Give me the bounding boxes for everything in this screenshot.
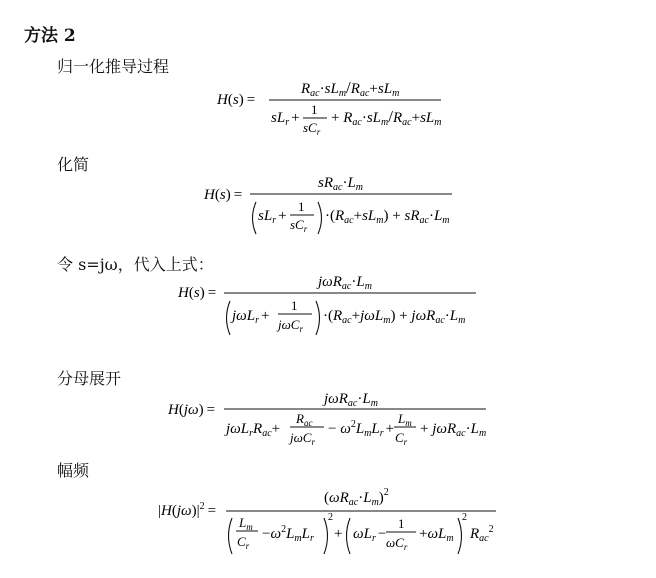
svg-text:sRac·Lm: $sR_{ac}\cdot L_m$	[318, 175, 364, 193]
svg-text:ωCr: $\omega C_r$	[386, 535, 408, 552]
svg-text:Lm: $L_m$	[398, 411, 412, 428]
svg-text:+ωLm: $+\omega L_m$	[419, 526, 454, 544]
svg-text:jωRac·Lm: $j\omega R_{ac}\cdot L_m$	[324, 391, 378, 409]
svg-text:− ω2LmLr+: − $\omega^2L_mL_r$ +	[328, 419, 395, 439]
svg-text:jωCr: jωC$_r$	[278, 317, 303, 334]
equation-expanded-denominator	[164, 386, 494, 452]
svg-text:ωLr−: $\omega L_r$ −	[353, 526, 387, 544]
svg-text:H(s)=: H(s) =	[217, 92, 256, 108]
svg-text:H(jω)=: H(jω) =	[168, 402, 216, 418]
step-label-expand-denominator: 分母展开	[57, 369, 122, 388]
svg-text:+: +	[334, 526, 343, 542]
svg-text:sCr: $sC_r$	[290, 217, 308, 234]
equation-substituted	[168, 270, 480, 340]
svg-text:jωLrRac+: $j\omega L_rR_{ac}+$	[226, 421, 281, 439]
svg-text:Lm: $L_m$	[239, 515, 253, 532]
svg-text:·(Rac+sLm) + sRac·Lm: $\cdot(R_{ac}+sL_m) + sR_{ac}\cdot L_m$	[325, 208, 450, 226]
svg-text:sLr+: $sL_r$ +	[271, 110, 300, 128]
svg-text:jωCr: jωC$_r$	[290, 430, 315, 447]
svg-text:1: 1	[291, 298, 298, 313]
svg-text:jωRac·Lm: $j\omega R_{ac}\cdot L_m$	[318, 274, 372, 292]
svg-text:sLr+: $sL_r$ +	[258, 208, 287, 226]
svg-text:2: 2	[328, 512, 333, 523]
svg-text:sCr: $sC_r$	[303, 120, 321, 137]
svg-text:2: 2	[462, 512, 467, 523]
svg-text:H(s)=: H(s) =	[204, 187, 243, 203]
svg-text:jωLr+: jωL$_r$ +	[232, 308, 270, 326]
svg-text:Cr: $C_r$	[237, 534, 250, 551]
section-heading: 方法 2	[24, 26, 76, 46]
svg-text:Rac·sLm/Rac+sLm: $R_{ac}\cdot sL_m/R_{ac}+sL_m$	[301, 78, 400, 99]
svg-text:Rac2: $R_{ac}^2$	[470, 524, 494, 544]
step-label-simplify: 化简	[57, 155, 90, 174]
equation-magnitude-response	[156, 480, 506, 566]
svg-text:(ωRac·Lm)2: $(\omega R_{ac}\cdot L_m)^2$	[324, 487, 389, 508]
svg-text:Cr: $C_r$	[395, 430, 408, 447]
svg-text:·(Rac+jωLm) + jωRac·Lm: $\cdot(R_{ac}+j\omega L_m) + j\omega R_{ac}\cdot L_m$	[323, 308, 466, 326]
svg-text:+ jωRac·Lm: + $j\omega R_{ac}\cdot L_m$	[420, 421, 487, 439]
svg-text:+ Rac·sLm/Rac+sLm: + $R_{ac}\cdot sL_m/R_{ac}+sL_m$	[331, 107, 442, 128]
svg-text:1: 1	[311, 102, 318, 117]
svg-text:Rac: $R_{ac}$	[296, 411, 313, 428]
svg-text:1: 1	[398, 516, 405, 531]
svg-text:|H(jω)|2=: $|H(j\omega)|^2$ =	[158, 501, 217, 519]
step-label-magnitude-frequency: 幅频	[57, 461, 90, 480]
equation-normalized-transfer-function	[205, 76, 455, 142]
svg-text:1: 1	[298, 199, 305, 214]
step-label-substitute: 令 s=jω，代入上式：	[57, 255, 214, 274]
svg-text:−ω2LmLr: $-\omega^2L_mL_r$	[262, 524, 314, 544]
step-label-normalized-derivation: 归一化推导过程	[57, 57, 170, 76]
equation-simplified	[194, 172, 462, 240]
svg-text:H(s)=: H(s) =	[178, 285, 217, 301]
